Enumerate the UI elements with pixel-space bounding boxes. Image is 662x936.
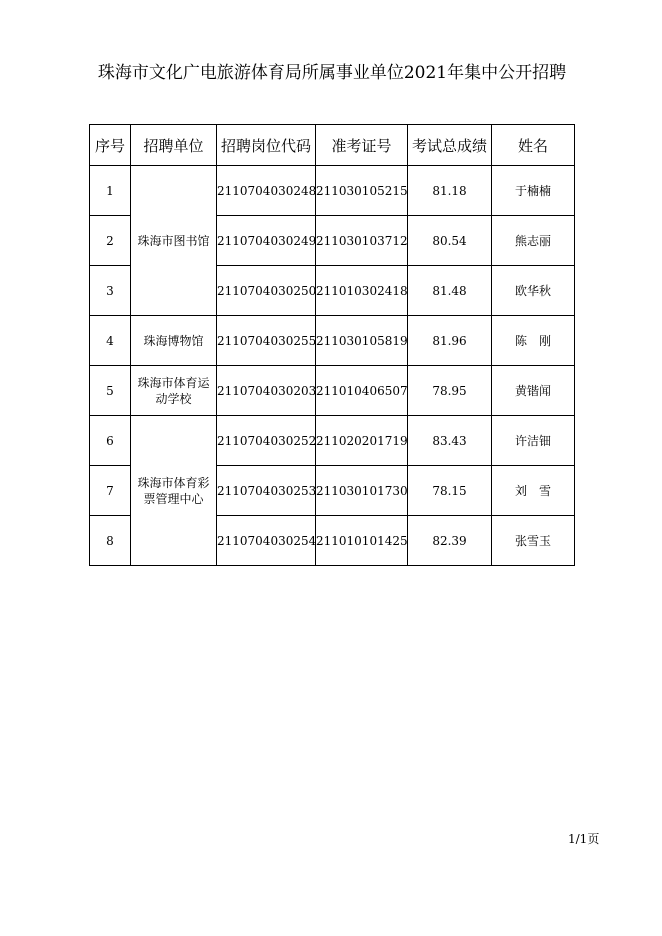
cell-score: 78.15 [408,466,492,516]
cell-unit: 珠海市体育运动学校 [131,366,217,416]
cell-code: 2110704030249 [217,216,316,266]
cell-code: 2110704030254 [217,516,316,566]
header-no: 序号 [90,125,131,166]
cell-ticket: 211030101730 [316,466,408,516]
cell-ticket: 211020201719 [316,416,408,466]
cell-name: 于楠楠 [492,166,575,216]
cell-score: 81.96 [408,316,492,366]
cell-code: 2110704030248 [217,166,316,216]
cell-unit: 珠海市体育彩票管理中心 [131,416,217,566]
cell-ticket: 211010101425 [316,516,408,566]
results-table [89,124,575,566]
header-code: 招聘岗位代码 [217,125,316,166]
cell-score: 82.39 [408,516,492,566]
header-score: 考试总成绩 [408,125,492,166]
cell-no: 7 [90,466,131,516]
cell-score: 81.48 [408,266,492,316]
cell-ticket: 211030103712 [316,216,408,266]
cell-unit: 珠海博物馆 [131,316,217,366]
header-name: 姓名 [492,125,575,166]
table-header-row [90,125,575,166]
cell-no: 3 [90,266,131,316]
cell-code: 2110704030203 [217,366,316,416]
cell-name: 陈 刚 [492,316,575,366]
table-row [90,366,575,416]
cell-unit: 珠海市图书馆 [131,166,217,316]
cell-name: 刘 雪 [492,466,575,516]
page-title: 珠海市文化广电旅游体育局所属事业单位2021年集中公开招聘 [97,63,567,83]
table-row [90,416,575,466]
cell-name: 许洁钿 [492,416,575,466]
cell-no: 2 [90,216,131,266]
cell-name: 张雪玉 [492,516,575,566]
cell-no: 8 [90,516,131,566]
cell-name: 欧华秋 [492,266,575,316]
cell-ticket: 211010406507 [316,366,408,416]
header-ticket: 准考证号 [316,125,408,166]
cell-ticket: 211030105819 [316,316,408,366]
cell-score: 83.43 [408,416,492,466]
cell-score: 81.18 [408,166,492,216]
cell-no: 4 [90,316,131,366]
cell-name: 黄锴闻 [492,366,575,416]
cell-ticket: 211030105215 [316,166,408,216]
cell-code: 2110704030253 [217,466,316,516]
cell-no: 1 [90,166,131,216]
cell-code: 2110704030255 [217,316,316,366]
cell-ticket: 211010302418 [316,266,408,316]
cell-no: 5 [90,366,131,416]
cell-code: 2110704030250 [217,266,316,316]
cell-score: 78.95 [408,366,492,416]
cell-name: 熊志丽 [492,216,575,266]
cell-code: 2110704030252 [217,416,316,466]
page-number: 1/1页 [568,832,600,846]
header-unit: 招聘单位 [131,125,217,166]
table-row [90,316,575,366]
table-row [90,166,575,216]
cell-no: 6 [90,416,131,466]
cell-score: 80.54 [408,216,492,266]
